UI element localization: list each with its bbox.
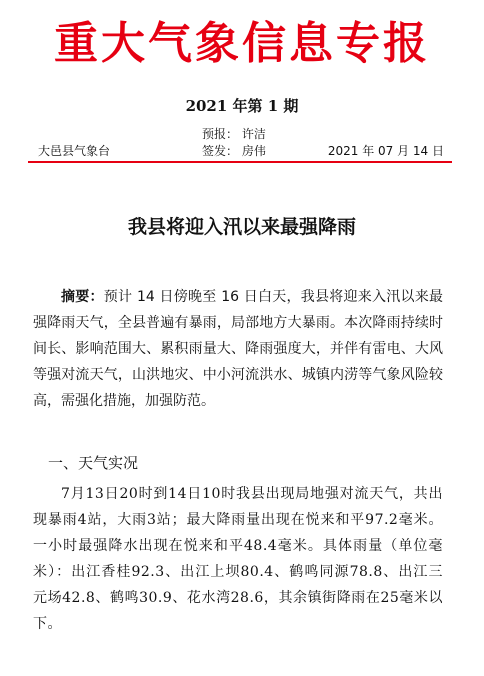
issuer-line: 签发： 房伟	[202, 144, 266, 158]
forecaster-line: 预报： 许洁	[202, 127, 266, 141]
abstract-paragraph	[33, 284, 443, 414]
issue-number: 2021 年第 1 期	[185, 97, 299, 115]
bulletin-masthead-title: 重大气象信息专报	[54, 18, 430, 69]
red-divider-line	[28, 161, 452, 163]
issuing-station: 大邑县气象台	[38, 144, 111, 158]
article-headline: 我县将迎入汛以来最强降雨	[127, 216, 356, 238]
abstract-text: 预计 14 日傍晚至 16 日白天，我县将迎来入汛以来最强降雨天气，全县普遍有暴雨，局部地方大暴雨。本次降雨持续时间长、影响范围大、累积雨量大、降雨强度大，并伴有雷电、大风等强对流天气，山洪地灾、中小河流洪水、城镇内涝等气象风险较高，需强化措施，加强防范。	[33, 289, 443, 409]
section-title-weather-observed: 一、天气实况	[48, 454, 139, 472]
abstract-label: 摘要：	[61, 289, 104, 305]
weather-observed-paragraph: 7月13日20时到14日10时我县出现局地强对流天气，共出现暴雨4站，大雨3站；最大降雨量出现在悦来和平97.2毫米。一小时最强降水出现在悦来和平48.4毫米。具体雨量（单位毫米）：出江香桂92.3、出江上坝80.4、鹤鸣同源78.8、出江三元场42.8、鹤鸣30.9、花水湾28.6，其余镇街降雨在25毫米以下。	[33, 486, 443, 632]
issue-date: 2021 年 07 月 14 日	[327, 144, 444, 158]
meta-row	[0, 143, 484, 159]
